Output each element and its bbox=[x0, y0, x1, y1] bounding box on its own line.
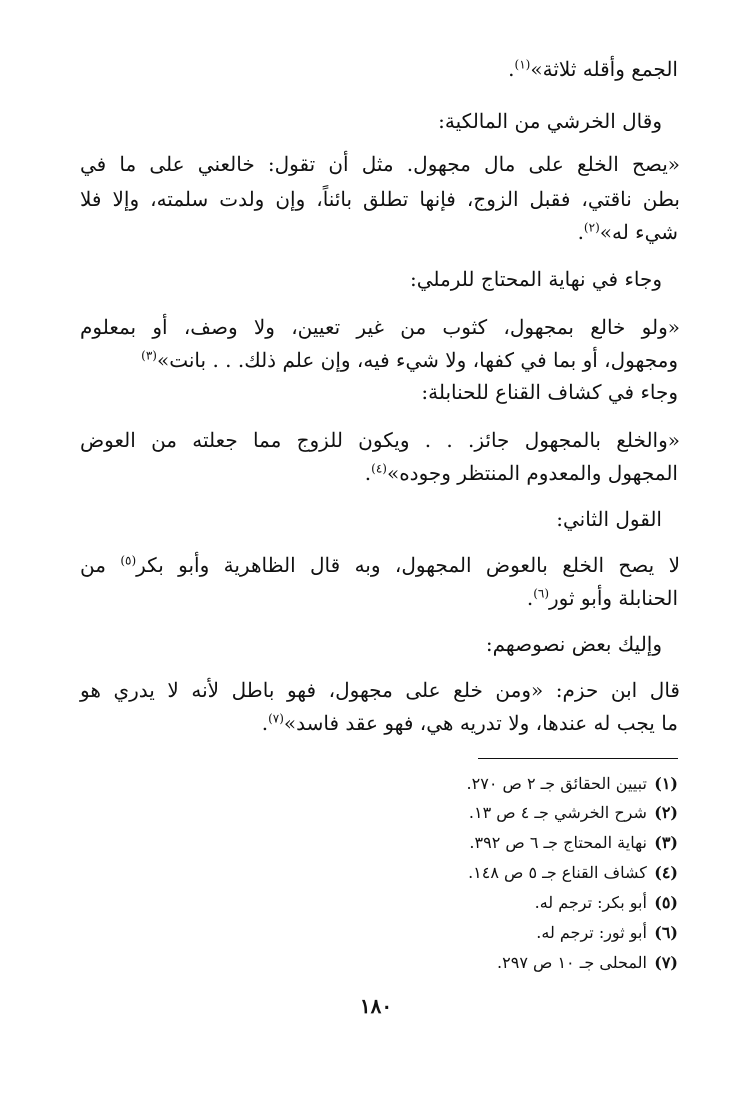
footnote-number: (٦) bbox=[654, 923, 678, 942]
footnote-number: (٤) bbox=[654, 863, 678, 882]
body-line: الحنابلة وأبو ثور$^{(٦)}$. bbox=[526, 586, 678, 610]
footnote-number: (٢) bbox=[654, 803, 678, 822]
footnote-text: المحلى جـ ١٠ ص ٢٩٧. bbox=[497, 953, 647, 972]
body-line: الجمع وأقله ثلاثة»$^{(١)}$. bbox=[508, 57, 678, 81]
body-line: وقال الخرشي من المالكية: bbox=[438, 109, 662, 133]
body-line: المجهول والمعدوم المنتظر وجوده»$^{(٤)}$. bbox=[364, 461, 678, 485]
body-line: قال ابن حزم: «ومن خلع على مجهول، فهو باطل لأنه لا يدري هو bbox=[80, 678, 680, 702]
footnote bbox=[497, 952, 678, 974]
body-line: «يصح الخلع على مال مجهول. مثل أن تقول: خالعني على ما في bbox=[80, 152, 680, 176]
body-line: ما يجب له عندها، ولا تدريه هي، فهو عقد فاسد»$^{(٧)}$. bbox=[261, 711, 678, 735]
body-line: «ولو خالع بمجهول، كثوب من غير تعيين، ولا وصف، أو بمعلوم bbox=[80, 315, 680, 339]
body-line: وإليك بعض نصوصهم: bbox=[485, 632, 662, 656]
footnote-number: (٧) bbox=[654, 953, 678, 972]
footnote-text: نهاية المحتاج جـ ٦ ص ٣٩٢. bbox=[469, 833, 647, 852]
footnote bbox=[468, 862, 678, 884]
footnote-text: كشاف القناع جـ ٥ ص ١٤٨. bbox=[468, 863, 647, 882]
footnote-divider bbox=[478, 758, 678, 759]
body-line: وجاء في نهاية المحتاج للرملي: bbox=[409, 267, 662, 291]
footnote-text: شرح الخرشي جـ ٤ ص ١٣. bbox=[468, 803, 647, 822]
footnote-number: (٣) bbox=[654, 833, 678, 852]
footnote bbox=[467, 773, 678, 795]
footnote-number: (٥) bbox=[654, 893, 678, 912]
page-number: ١٨٠ bbox=[359, 994, 393, 1018]
footnote bbox=[469, 832, 678, 854]
body-line: وجاء في كشاف القناع للحنابلة: bbox=[421, 380, 678, 404]
body-line: «والخلع بالمجهول جائز. . . ويكون للزوج مما جعلته من العوض bbox=[80, 428, 680, 452]
body-line: بطن ناقتي، فقبل الزوج، فإنها تطلق بائناً، وإن ولدت سلمته، وإلا فلا bbox=[80, 187, 680, 211]
body-line: شيء له»$^{(٢)}$. bbox=[577, 220, 678, 244]
body-line: لا يصح الخلع بالعوض المجهول، وبه قال الظاهرية وأبو بكر$^{(٥)}$ من bbox=[80, 553, 680, 577]
footnote-text: أبو بكر: ترجم له. bbox=[534, 893, 647, 912]
footnote bbox=[536, 922, 678, 944]
footnote bbox=[535, 892, 678, 914]
footnote-number: (١) bbox=[654, 774, 678, 793]
footnote-text: أبو ثور: ترجم له. bbox=[536, 923, 647, 942]
footnote bbox=[469, 802, 678, 824]
section-heading: القول الثاني: bbox=[556, 507, 662, 531]
body-line: ومجهول، أو بما في كفها، ولا شيء فيه، وإن علم ذلك. . . بانت»$^{(٣)}$ bbox=[141, 348, 678, 372]
footnote-text: تبيين الحقائق جـ ٢ ص ٢٧٠. bbox=[466, 774, 647, 793]
